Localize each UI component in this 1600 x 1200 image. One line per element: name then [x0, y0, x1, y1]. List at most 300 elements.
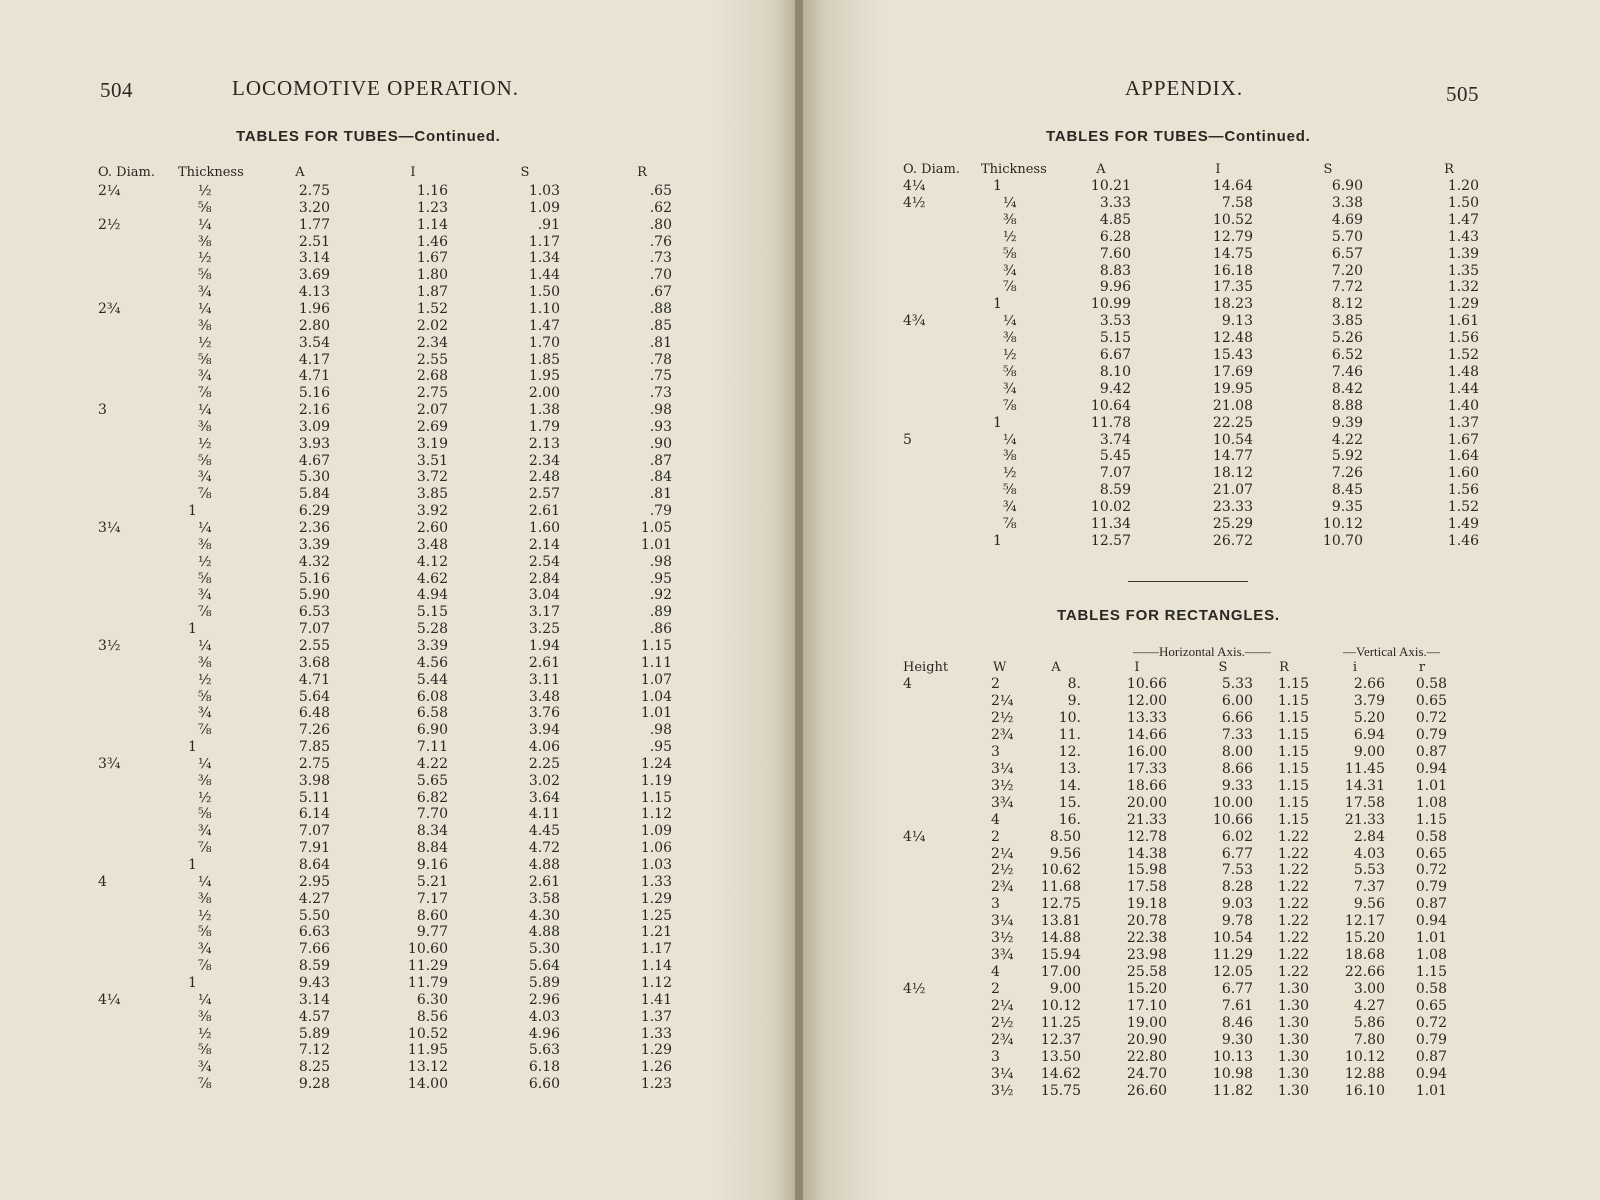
width-cell: 2¼	[991, 845, 1014, 862]
vertical-i-cell: 2.84	[1353, 828, 1385, 845]
a-cell: 6.14	[298, 806, 330, 823]
table-row	[803, 795, 1600, 812]
vertical-i-cell: 4.27	[1353, 998, 1385, 1015]
a-cell: 16.	[1058, 811, 1081, 828]
s-cell: 9.39	[1331, 414, 1363, 431]
table-row	[803, 1032, 1600, 1049]
a-cell: 7.12	[298, 1042, 330, 1059]
a-cell: 3.14	[298, 250, 330, 267]
thickness-cell: ⅜	[198, 418, 212, 435]
thickness-cell: ⅞	[198, 604, 212, 621]
table-row	[803, 947, 1600, 964]
thickness-cell: ⅝	[198, 1042, 212, 1059]
column-header: r	[1418, 660, 1426, 675]
table-row	[0, 604, 797, 621]
r-cell: 1.12	[640, 806, 672, 823]
r-cell: 1.26	[640, 1059, 672, 1076]
table-row	[0, 638, 797, 655]
r-cell: 1.37	[1447, 414, 1479, 431]
i-cell: 14.66	[1126, 726, 1167, 743]
vertical-axis-label: —Vertical Axis.—	[1343, 644, 1440, 659]
i-cell: 22.25	[1212, 414, 1253, 431]
s-cell: 9.30	[1221, 1031, 1253, 1048]
a-cell: 2.95	[298, 873, 330, 890]
i-cell: 7.17	[416, 890, 448, 907]
i-cell: 24.70	[1126, 1065, 1167, 1082]
a-cell: 11.78	[1090, 414, 1131, 431]
thickness-cell: ⅝	[1003, 245, 1017, 262]
i-cell: 2.02	[416, 317, 448, 334]
i-cell: 3.48	[416, 536, 448, 553]
i-cell: 14.75	[1212, 245, 1253, 262]
i-cell: 2.60	[416, 520, 448, 536]
i-cell: 25.58	[1126, 964, 1167, 981]
table-row	[0, 318, 797, 335]
vertical-r-cell: 1.15	[1415, 811, 1447, 828]
table-row	[0, 823, 797, 840]
table-row	[0, 267, 797, 284]
running-head: LOCOMOTIVE OPERATION.	[232, 76, 519, 100]
column-header: i	[1352, 660, 1358, 675]
table-row	[0, 756, 797, 773]
rectangles-table	[803, 0, 1600, 1200]
s-cell: 4.06	[528, 739, 560, 756]
r-cell: 1.56	[1447, 482, 1479, 499]
r-cell: 1.35	[1447, 262, 1479, 279]
width-cell: 3½	[991, 777, 1014, 794]
vertical-r-cell: 0.94	[1415, 1065, 1447, 1082]
s-cell: 10.98	[1212, 1065, 1253, 1082]
table-row	[803, 1083, 1600, 1100]
s-cell: 2.00	[528, 385, 560, 402]
r-cell: 1.23	[640, 1076, 672, 1093]
s-cell: 3.11	[528, 671, 560, 688]
s-cell: 11.29	[1212, 947, 1253, 964]
column-header: S	[520, 165, 530, 180]
left-page	[0, 0, 797, 1200]
vertical-r-cell: 0.72	[1415, 709, 1447, 726]
thickness-cell: ½	[198, 1025, 212, 1042]
a-cell: 9.43	[298, 974, 330, 991]
width-cell: 3	[991, 1048, 1000, 1065]
r-cell: .79	[649, 503, 672, 520]
r-cell: 1.30	[1277, 1015, 1309, 1031]
i-cell: 1.87	[416, 284, 448, 301]
i-cell: 9.16	[416, 857, 448, 873]
i-cell: 11.95	[407, 1042, 448, 1059]
column-header: A	[1096, 162, 1106, 177]
r-cell: 1.47	[1447, 211, 1479, 228]
table-row	[0, 335, 797, 352]
column-header: I	[1215, 162, 1221, 177]
table-row	[0, 520, 797, 537]
i-cell: 10.60	[407, 941, 448, 958]
table-row	[0, 571, 797, 588]
a-cell: 14.	[1058, 777, 1081, 794]
i-cell: 23.98	[1126, 947, 1167, 964]
thickness-cell: ¼	[198, 873, 212, 890]
thickness-cell: ¾	[1003, 262, 1017, 279]
thickness-cell: ½	[198, 789, 212, 806]
a-cell: 4.27	[298, 890, 330, 907]
r-cell: 1.03	[640, 857, 672, 873]
s-cell: 6.00	[1221, 692, 1253, 709]
a-cell: 5.89	[298, 1025, 330, 1042]
outer-diameter-cell: 2¼	[98, 183, 121, 199]
s-cell: 3.58	[528, 890, 560, 907]
s-cell: 4.96	[528, 1025, 560, 1042]
i-cell: 6.08	[416, 688, 448, 705]
a-cell: 7.26	[298, 722, 330, 739]
table-row	[0, 621, 797, 638]
table-row	[0, 486, 797, 503]
a-cell: 5.11	[298, 789, 330, 806]
table-row	[803, 896, 1600, 913]
vertical-i-cell: 5.20	[1353, 709, 1385, 726]
i-cell: 23.33	[1212, 499, 1253, 516]
s-cell: 5.70	[1331, 228, 1363, 245]
thickness-cell: ¾	[198, 941, 212, 958]
table-row	[0, 992, 797, 1009]
table-row	[0, 874, 797, 891]
vertical-i-cell: 2.66	[1353, 676, 1385, 692]
a-cell: 10.62	[1040, 862, 1081, 879]
r-cell: 1.20	[1447, 178, 1479, 194]
width-cell: 2¼	[991, 692, 1014, 709]
a-cell: 7.07	[298, 823, 330, 840]
s-cell: 3.38	[1331, 194, 1363, 211]
r-cell: .95	[649, 570, 672, 587]
i-cell: 20.90	[1126, 1031, 1167, 1048]
width-cell: 3¼	[991, 1065, 1014, 1082]
r-cell: 1.11	[640, 654, 672, 671]
a-cell: 15.75	[1040, 1082, 1081, 1099]
i-cell: 18.66	[1126, 777, 1167, 794]
s-cell: 9.03	[1221, 896, 1253, 913]
i-cell: 9.77	[416, 924, 448, 941]
i-cell: 4.56	[416, 654, 448, 671]
thickness-cell: ½	[1003, 465, 1017, 482]
a-cell: 10.	[1058, 709, 1081, 726]
column-header: O. Diam.	[98, 165, 155, 180]
table-row	[0, 419, 797, 436]
table-row	[0, 587, 797, 604]
s-cell: 7.33	[1221, 726, 1253, 743]
a-cell: 3.69	[298, 267, 330, 284]
i-cell: 5.15	[416, 604, 448, 621]
s-cell: 3.85	[1331, 313, 1363, 330]
column-header: I	[1134, 660, 1140, 675]
a-cell: 12.57	[1090, 532, 1131, 549]
s-cell: 3.25	[528, 621, 560, 638]
a-cell: 5.15	[1099, 330, 1131, 347]
vertical-i-cell: 7.80	[1353, 1031, 1385, 1048]
s-cell: 10.12	[1322, 516, 1363, 532]
vertical-r-cell: 0.79	[1415, 726, 1447, 743]
r-cell: 1.56	[1447, 330, 1479, 347]
s-cell: 7.72	[1331, 279, 1363, 296]
i-cell: 10.66	[1126, 676, 1167, 692]
s-cell: 11.82	[1212, 1082, 1253, 1099]
thickness-cell: ¼	[198, 300, 212, 317]
r-cell: 1.15	[1277, 676, 1309, 692]
i-cell: 17.33	[1126, 760, 1167, 777]
thickness-cell: ⅝	[198, 806, 212, 823]
a-cell: 6.29	[298, 503, 330, 520]
a-cell: 4.13	[298, 284, 330, 301]
vertical-i-cell: 22.66	[1344, 964, 1385, 981]
i-cell: 1.16	[416, 183, 448, 199]
thickness-cell: ⅞	[1003, 279, 1017, 296]
a-cell: 8.50	[1049, 828, 1081, 845]
r-cell: 1.09	[640, 823, 672, 840]
a-cell: 3.74	[1099, 431, 1131, 448]
s-cell: 6.77	[1221, 981, 1253, 998]
a-cell: 5.50	[298, 907, 330, 924]
i-cell: 14.77	[1212, 448, 1253, 465]
vertical-i-cell: 11.45	[1344, 760, 1385, 777]
thickness-cell: ½	[198, 435, 212, 452]
i-cell: 12.48	[1212, 330, 1253, 347]
r-cell: 1.61	[1447, 313, 1479, 330]
thickness-cell: ⅝	[198, 199, 212, 216]
a-cell: 10.99	[1090, 296, 1131, 313]
s-cell: 1.09	[528, 199, 560, 216]
r-cell: 1.22	[1277, 896, 1309, 913]
i-cell: 19.00	[1126, 1015, 1167, 1031]
r-cell: 1.29	[1447, 296, 1479, 313]
a-cell: 8.59	[1099, 482, 1131, 499]
i-cell: 6.30	[416, 991, 448, 1008]
s-cell: 2.57	[528, 486, 560, 503]
r-cell: .62	[649, 199, 672, 216]
i-cell: 15.43	[1212, 347, 1253, 363]
r-cell: .73	[649, 385, 672, 402]
outer-diameter-cell: 4½	[903, 194, 926, 211]
s-cell: 7.20	[1331, 262, 1363, 279]
r-cell: .98	[649, 402, 672, 419]
r-cell: 1.30	[1277, 1082, 1309, 1099]
thickness-cell: ⅜	[198, 233, 212, 250]
width-cell: 3¼	[991, 760, 1014, 777]
a-cell: 5.16	[298, 570, 330, 587]
thickness-cell: ½	[198, 183, 212, 199]
r-cell: 1.17	[640, 941, 672, 958]
i-cell: 17.35	[1212, 279, 1253, 296]
s-cell: 6.18	[528, 1059, 560, 1076]
a-cell: 6.63	[298, 924, 330, 941]
thickness-cell: ¼	[198, 991, 212, 1008]
r-cell: .73	[649, 250, 672, 267]
thickness-cell: ⅝	[198, 688, 212, 705]
vertical-i-cell: 4.03	[1353, 845, 1385, 862]
s-cell: 3.17	[528, 604, 560, 621]
i-cell: 13.33	[1126, 709, 1167, 726]
r-cell: 1.22	[1277, 964, 1309, 981]
thickness-cell: ⅝	[198, 351, 212, 368]
i-cell: 22.80	[1126, 1048, 1167, 1065]
r-cell: 1.30	[1277, 998, 1309, 1015]
i-cell: 12.78	[1126, 828, 1167, 845]
r-cell: .87	[649, 452, 672, 469]
a-cell: 13.	[1058, 760, 1081, 777]
thickness-cell: ¾	[198, 587, 212, 604]
width-cell: 3	[991, 743, 1000, 760]
s-cell: 2.61	[528, 873, 560, 890]
r-cell: 1.01	[640, 536, 672, 553]
vertical-r-cell: 0.94	[1415, 913, 1447, 930]
outer-diameter-cell: 4	[98, 873, 107, 890]
thickness-cell: ⅞	[198, 486, 212, 503]
i-cell: 10.52	[407, 1025, 448, 1042]
i-cell: 20.78	[1126, 913, 1167, 930]
s-cell: 3.94	[528, 722, 560, 739]
a-cell: 8.10	[1099, 363, 1131, 380]
s-cell: 1.47	[528, 317, 560, 334]
i-cell: 10.52	[1212, 211, 1253, 228]
thickness-cell: 1	[993, 178, 1002, 194]
a-cell: 4.71	[298, 368, 330, 385]
outer-diameter-cell: 3½	[98, 637, 121, 654]
r-cell: 1.15	[1277, 811, 1309, 828]
i-cell: 26.72	[1212, 532, 1253, 549]
vertical-i-cell: 21.33	[1344, 811, 1385, 828]
thickness-cell: ⅜	[198, 536, 212, 553]
table-row	[0, 722, 797, 739]
vertical-i-cell: 9.00	[1353, 743, 1385, 760]
r-cell: 1.32	[1447, 279, 1479, 296]
a-cell: 5.84	[298, 486, 330, 503]
s-cell: 4.69	[1331, 211, 1363, 228]
table-row	[0, 1009, 797, 1026]
r-cell: 1.15	[640, 789, 672, 806]
a-cell: 3.33	[1099, 194, 1131, 211]
vertical-r-cell: 1.01	[1415, 777, 1447, 794]
table-row	[0, 941, 797, 958]
vertical-i-cell: 3.79	[1353, 692, 1385, 709]
s-cell: 5.64	[528, 958, 560, 975]
thickness-cell: 1	[188, 621, 197, 638]
width-cell: 2½	[991, 709, 1014, 726]
vertical-r-cell: 0.65	[1415, 845, 1447, 862]
i-cell: 18.12	[1212, 465, 1253, 482]
s-cell: 10.13	[1212, 1048, 1253, 1065]
s-cell: 4.03	[528, 1008, 560, 1025]
r-cell: .67	[649, 284, 672, 301]
s-cell: 8.45	[1331, 482, 1363, 499]
s-cell: 4.88	[528, 857, 560, 873]
table-row	[0, 402, 797, 419]
a-cell: 9.	[1067, 692, 1081, 709]
thickness-cell: ⅝	[1003, 363, 1017, 380]
r-cell: 1.15	[1277, 743, 1309, 760]
r-cell: 1.22	[1277, 947, 1309, 964]
width-cell: 2¾	[991, 726, 1014, 743]
thickness-cell: ¼	[1003, 313, 1017, 330]
a-cell: 2.36	[298, 520, 330, 536]
vertical-i-cell: 18.68	[1344, 947, 1385, 964]
thickness-cell: ½	[198, 907, 212, 924]
i-cell: 2.55	[416, 351, 448, 368]
r-cell: 1.30	[1277, 981, 1309, 998]
vertical-r-cell: 1.08	[1415, 947, 1447, 964]
r-cell: 1.30	[1277, 1048, 1309, 1065]
s-cell: 6.60	[528, 1076, 560, 1093]
a-cell: 5.30	[298, 469, 330, 486]
a-cell: 2.16	[298, 402, 330, 419]
width-cell: 3½	[991, 930, 1014, 947]
thickness-cell: ⅝	[1003, 482, 1017, 499]
r-cell: 1.30	[1277, 1065, 1309, 1082]
column-header: O. Diam.	[903, 162, 960, 177]
column-header: A	[295, 165, 305, 180]
vertical-r-cell: 0.79	[1415, 879, 1447, 896]
i-cell: 2.34	[416, 334, 448, 351]
i-cell: 16.18	[1212, 262, 1253, 279]
s-cell: 5.33	[1221, 676, 1253, 692]
i-cell: 12.00	[1126, 692, 1167, 709]
a-cell: 7.07	[1099, 465, 1131, 482]
s-cell: 1.85	[528, 351, 560, 368]
table-row	[0, 773, 797, 790]
a-cell: 2.55	[298, 637, 330, 654]
table-row	[0, 284, 797, 301]
table-row	[803, 930, 1600, 947]
r-cell: .78	[649, 351, 672, 368]
s-cell: 3.02	[528, 772, 560, 789]
a-cell: 3.98	[298, 772, 330, 789]
table-row	[0, 908, 797, 925]
s-cell: 2.84	[528, 570, 560, 587]
i-cell: 15.98	[1126, 862, 1167, 879]
a-cell: 17.00	[1040, 964, 1081, 981]
column-header: W	[993, 660, 1007, 675]
s-cell: 2.34	[528, 452, 560, 469]
table-row	[0, 891, 797, 908]
table-row	[0, 857, 797, 874]
i-cell: 25.29	[1212, 516, 1253, 532]
r-cell: 1.07	[640, 671, 672, 688]
r-cell: 1.15	[1277, 777, 1309, 794]
i-cell: 21.07	[1212, 482, 1253, 499]
height-cell: 4¼	[903, 828, 926, 845]
i-cell: 9.13	[1221, 313, 1253, 330]
r-cell: .95	[649, 739, 672, 756]
thickness-cell: 1	[993, 296, 1002, 313]
thickness-cell: 1	[188, 503, 197, 520]
i-cell: 21.08	[1212, 397, 1253, 414]
i-cell: 6.90	[416, 722, 448, 739]
vertical-r-cell: 1.15	[1415, 964, 1447, 981]
thickness-cell: ¼	[1003, 431, 1017, 448]
right-page	[803, 0, 1600, 1200]
table-row	[0, 453, 797, 470]
s-cell: 8.00	[1221, 743, 1253, 760]
thickness-cell: 1	[993, 414, 1002, 431]
a-cell: 3.93	[298, 435, 330, 452]
thickness-cell: ¾	[198, 1059, 212, 1076]
s-cell: 6.90	[1331, 178, 1363, 194]
s-cell: 8.12	[1331, 296, 1363, 313]
table-row	[0, 234, 797, 251]
s-cell: 9.78	[1221, 913, 1253, 930]
i-cell: 11.29	[407, 958, 448, 975]
table-row	[803, 710, 1600, 727]
vertical-i-cell: 5.86	[1353, 1015, 1385, 1031]
i-cell: 11.79	[407, 974, 448, 991]
i-cell: 5.28	[416, 621, 448, 638]
thickness-cell: ⅜	[1003, 211, 1017, 228]
